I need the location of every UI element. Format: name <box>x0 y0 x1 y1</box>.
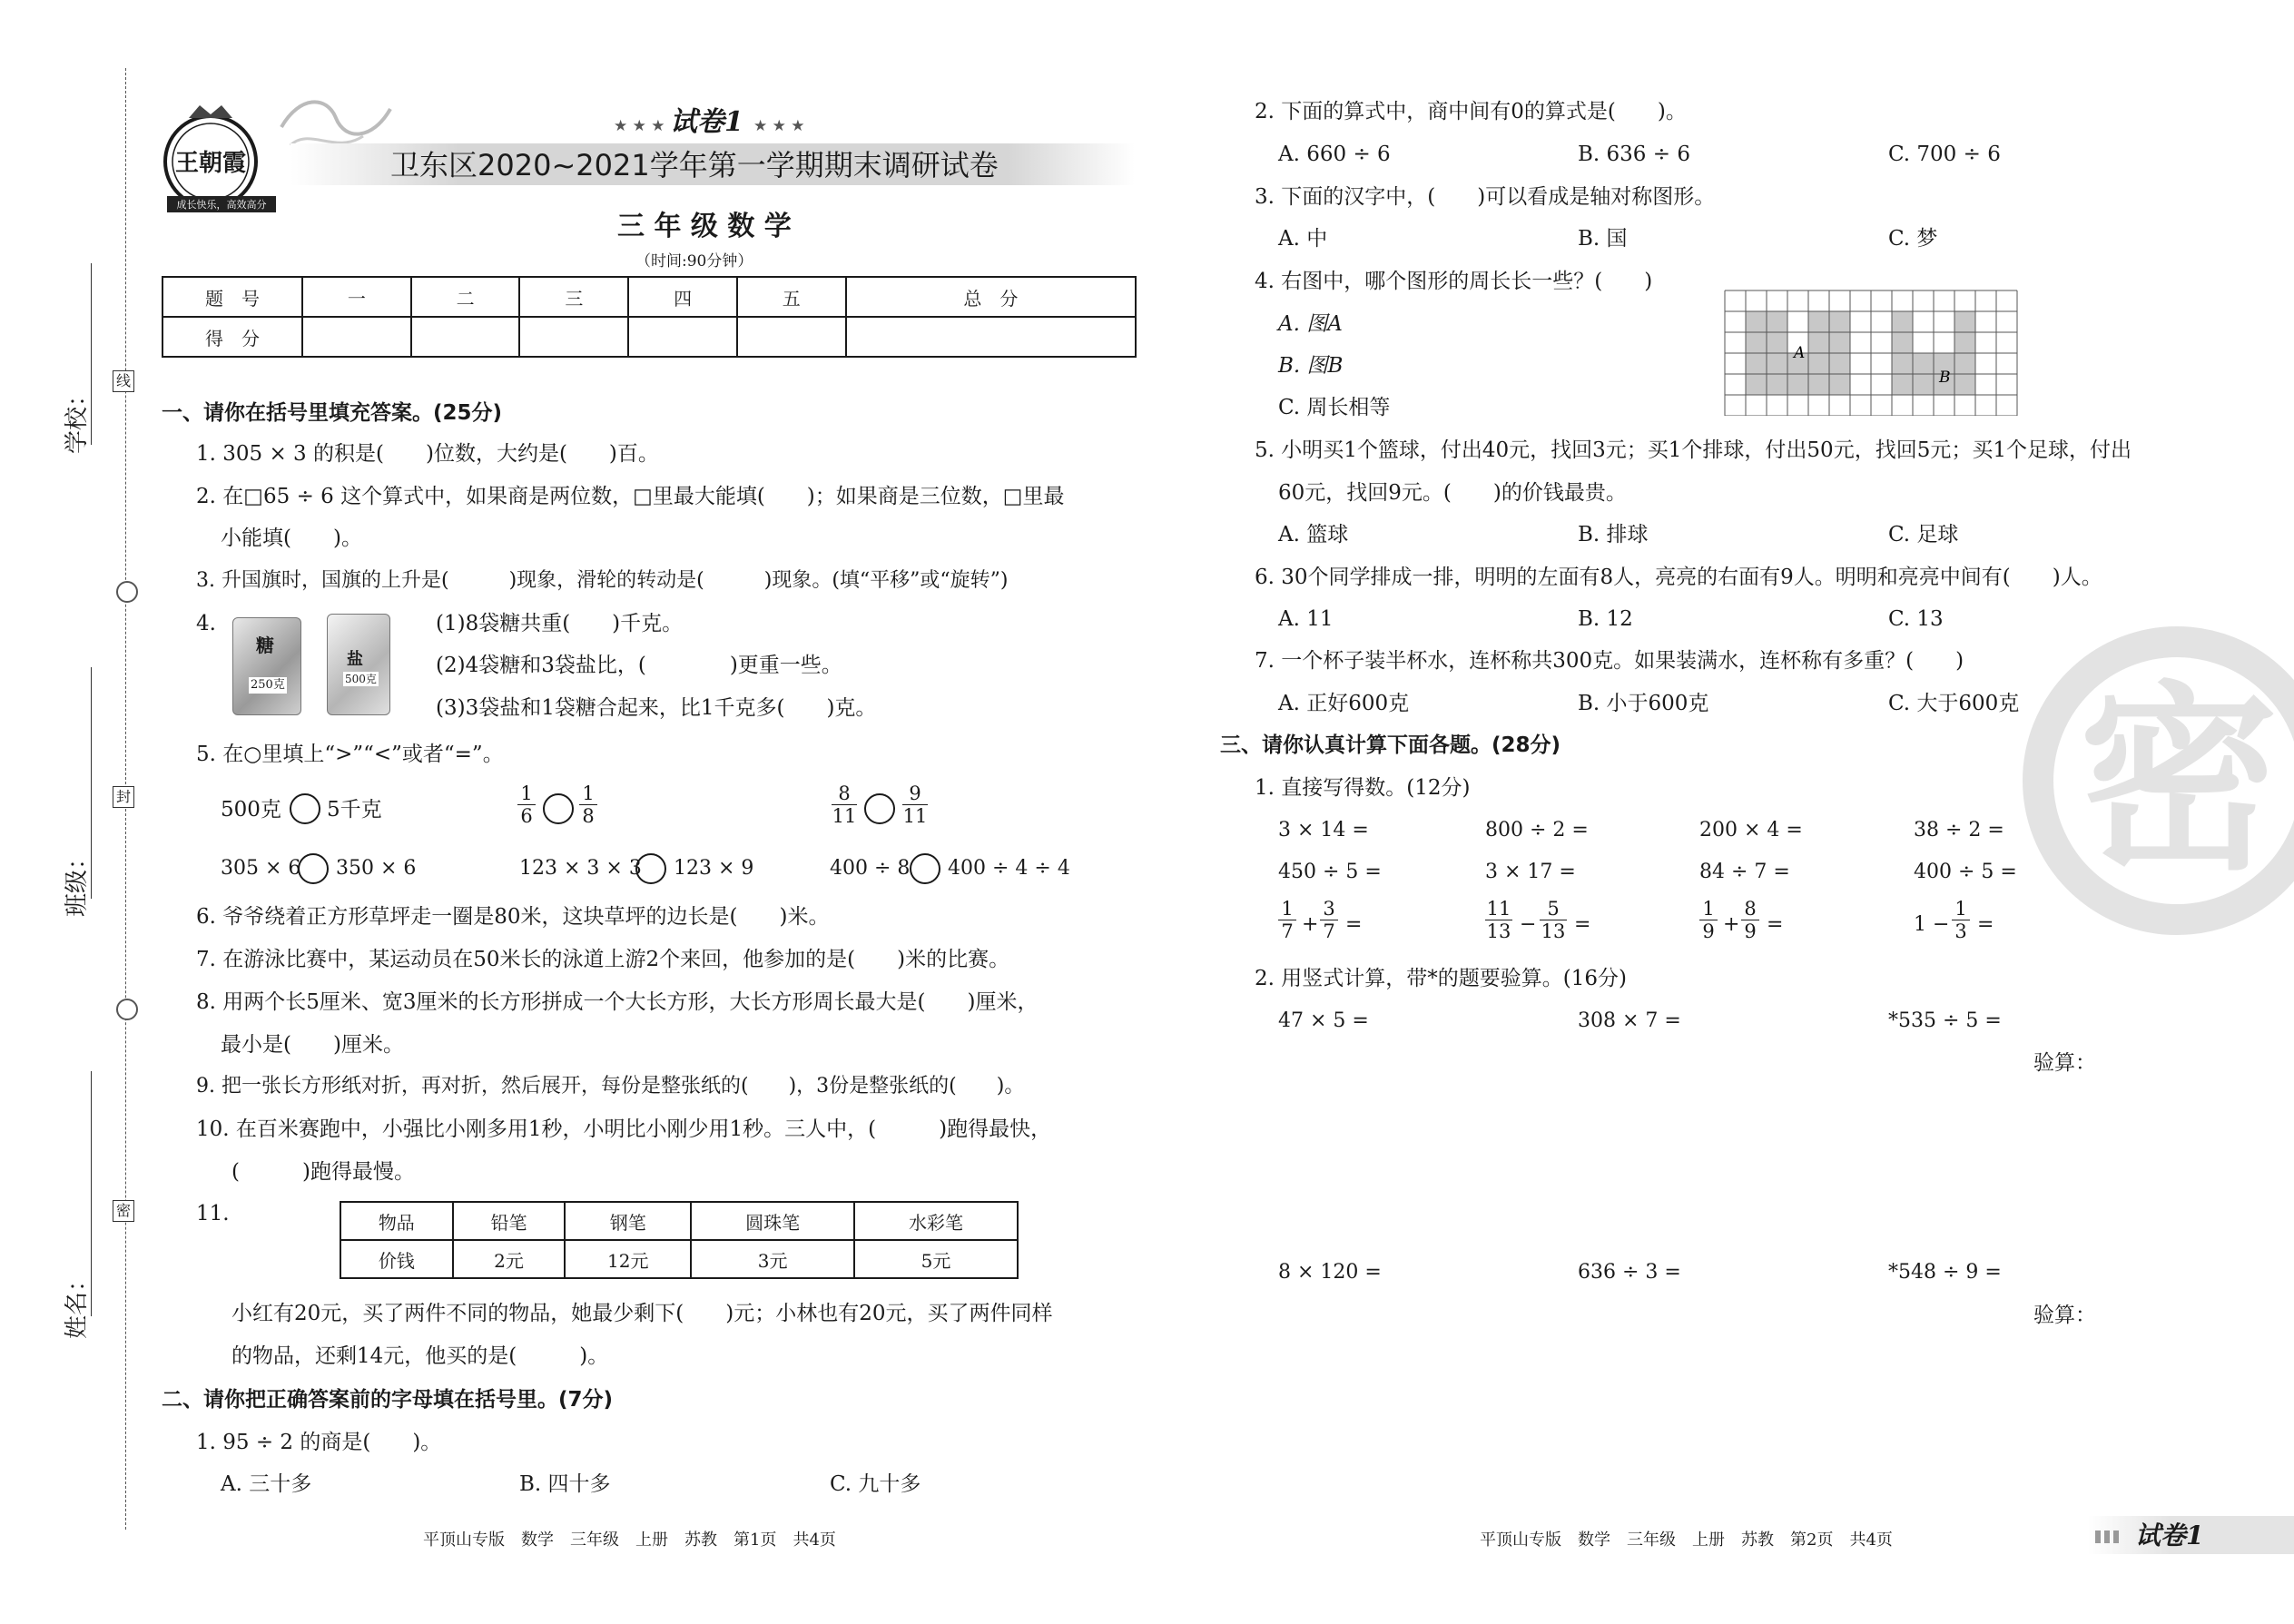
binding-ornament-2 <box>116 999 138 1020</box>
p2-q7-opt-b: B. 小于600克 <box>1578 692 1709 715</box>
p1-q2a: 2. 在□65 ÷ 6 这个算式中，如果商是两位数，□里最大能填( )；如果商是三位数，□里最 <box>196 485 1065 508</box>
grid-label-b: B <box>1939 369 1951 387</box>
score-header-cell: 三 <box>519 277 628 317</box>
p2-q4: 4. 右图中，哪个图形的周长长一些？( ) <box>1255 270 1653 293</box>
footer-right: 平顶山专版 数学 三年级 上册 苏教 第2页 共4页 <box>1480 1530 1893 1550</box>
score-header-cell: 一 <box>302 277 411 317</box>
frac-op: + <box>1302 913 1319 936</box>
price-table-cell: 钢笔 <box>565 1202 691 1240</box>
price-table-cell: 5元 <box>854 1240 1018 1278</box>
binding-class-label: 班级： <box>64 845 91 917</box>
calc-item: 200 × 4 = <box>1699 819 1803 842</box>
check-label: 验算： <box>2033 1051 2096 1075</box>
vertical-calc-item: *548 ÷ 9 = <box>1888 1261 2002 1284</box>
vertical-calc-item: 47 × 5 = <box>1278 1009 1369 1032</box>
p2-q7-opt-a: A. 正好600克 <box>1278 692 1410 715</box>
paper-label: 试卷1 <box>670 106 743 138</box>
compare-circle[interactable] <box>298 853 329 884</box>
stars-right: ★ ★ ★ <box>753 117 805 135</box>
grid-shaded-cell <box>1746 332 1767 353</box>
grid-shaded-cell <box>1892 353 1913 374</box>
p2-q7: 7. 一个杯子装半杯水，连杯称共300克。如果装满水，连杯称有多重？( ) <box>1255 649 1964 673</box>
calc-item: 3 × 14 = <box>1278 819 1369 842</box>
fraction: 1 6 <box>517 783 536 826</box>
binding-mark-feng: 封 <box>113 786 134 808</box>
price-table-cell: 铅笔 <box>453 1202 566 1240</box>
q5-a-left: 500克 <box>221 798 281 822</box>
compare-circle[interactable] <box>543 793 574 824</box>
grid-shaded-cell <box>1829 374 1850 395</box>
grid-shaded-cell <box>1913 374 1934 395</box>
p2-q4-opt-b: B. 图B <box>1278 354 1344 378</box>
check-label: 验算： <box>2033 1304 2096 1327</box>
p2-q4-opt-a: A. 图A <box>1278 312 1343 336</box>
frac-lead: 1 − <box>1914 913 1950 936</box>
footer-tag-squares <box>2095 1530 2121 1543</box>
p2-q2-opt-b: B. 636 ÷ 6 <box>1578 143 1690 166</box>
sugar-bag-weight: 250克 <box>251 678 285 692</box>
p2-q3-opt-b: B. 国 <box>1578 227 1628 251</box>
sugar-bag-label: 糖 <box>256 635 274 656</box>
salt-bag-label: 盐 <box>347 650 363 669</box>
perimeter-grid <box>1723 289 2026 416</box>
binding-school-label: 学校： <box>64 382 91 454</box>
q5-e-right: 123 × 9 <box>674 857 754 880</box>
frac-op: − <box>1520 913 1537 936</box>
frac-eq: = <box>1767 913 1784 936</box>
binding-mark-xian: 线 <box>113 370 134 392</box>
score-input-cell[interactable] <box>411 317 520 357</box>
q5-f-right: 400 ÷ 4 ÷ 4 <box>948 857 1070 880</box>
grid-shaded-cell <box>1767 332 1787 353</box>
score-input-cell[interactable] <box>846 317 1136 357</box>
calc-item: 450 ÷ 5 = <box>1278 861 1382 883</box>
p2-q5-opt-c: C. 足球 <box>1888 523 1959 546</box>
p2-q1-opt-b: B. 四十多 <box>519 1472 611 1496</box>
q5-d-left: 305 × 6 <box>221 857 301 880</box>
grid-label-a: A <box>1794 344 1806 362</box>
grid-shaded-cell <box>1746 311 1767 332</box>
fraction: 9 11 <box>902 782 928 827</box>
stars-left: ★ ★ ★ <box>614 117 665 135</box>
fraction: 1 8 <box>579 783 597 826</box>
p1-q10b: ( )跑得最慢。 <box>231 1160 415 1184</box>
grid-shaded-cell <box>1954 332 1975 353</box>
fraction: 1 3 <box>1952 899 1970 941</box>
score-header-cell: 题 号 <box>162 277 302 317</box>
grid-shaded-cell <box>1892 374 1913 395</box>
binding-name-label: 姓名： <box>64 1267 91 1339</box>
binding-ornament-1 <box>116 581 138 603</box>
price-table-cell: 圆珠笔 <box>691 1202 854 1240</box>
p2-q6: 6. 30个同学排成一排，明明的左面有8人，亮亮的右面有9人。明明和亮亮中间有( )人。 <box>1255 566 2102 589</box>
binding-mark-mi: 密 <box>113 1200 134 1222</box>
fraction: 8 9 <box>1741 899 1759 941</box>
p1-q3: 3. 升国旗时，国旗的上升是( )现象，滑轮的转动是( )现象。(填“平移”或“旋转”) <box>196 569 1009 592</box>
vertical-calc-item: 308 × 7 = <box>1578 1009 1681 1032</box>
footer-left: 平顶山专版 数学 三年级 上册 苏教 第1页 共4页 <box>423 1530 836 1550</box>
compare-circle[interactable] <box>910 853 940 884</box>
price-table <box>340 1201 1019 1279</box>
frac-eq: = <box>1574 913 1591 936</box>
compare-circle[interactable] <box>635 853 666 884</box>
q5-e-left: 123 × 3 × 3 <box>519 857 642 880</box>
q5-a-right: 5千克 <box>327 798 382 822</box>
p1-q4-3: (3)3袋盐和1袋糖合起来，比1千克多( )克。 <box>436 696 877 720</box>
fraction: 11 13 <box>1486 898 1511 942</box>
p2-q3-opt-a: A. 中 <box>1278 227 1328 251</box>
fraction: 3 7 <box>1320 899 1338 941</box>
p2-q6-opt-c: C. 13 <box>1888 607 1944 631</box>
frac-op: + <box>1723 913 1740 936</box>
exam-time: （时间:90分钟） <box>635 252 753 271</box>
calc-item: 3 × 17 = <box>1485 861 1576 883</box>
p1-q10a: 10. 在百米赛跑中，小强比小刚多用1秒，小明比小刚少用1秒。三人中，( )跑得最快， <box>196 1117 1052 1141</box>
grid-shaded-cell <box>1808 353 1829 374</box>
grid-shaded-cell <box>1954 353 1975 374</box>
binding-class-line <box>91 667 92 899</box>
vertical-calc-item: 8 × 120 = <box>1278 1261 1382 1284</box>
fraction: 8 11 <box>832 782 857 827</box>
exam-title: 卫东区2020~2021学年第一学期期末调研试卷 <box>390 148 999 182</box>
score-input-cell[interactable] <box>737 317 846 357</box>
price-table-cell: 水彩笔 <box>854 1202 1018 1240</box>
score-table <box>162 276 1137 358</box>
p2-q4-opt-c: C. 周长相等 <box>1278 396 1391 419</box>
score-header-cell: 五 <box>737 277 846 317</box>
part3-title: 三、请你认真计算下面各题。(28分) <box>1220 733 1561 757</box>
p3-sub2: 2. 用竖式计算，带*的题要验算。(16分) <box>1255 967 1627 990</box>
q5-f-left: 400 ÷ 8 <box>830 857 911 880</box>
p1-q11b: 的物品，还剩14元，他买的是( )。 <box>231 1344 609 1368</box>
grid-shaded-cell <box>1954 311 1975 332</box>
frac-eq: = <box>1345 913 1363 936</box>
watermark-char: 密 <box>2079 664 2279 897</box>
p2-q5-opt-b: B. 排球 <box>1578 523 1649 546</box>
calc-item: 800 ÷ 2 = <box>1485 819 1589 842</box>
calc-item: 400 ÷ 5 = <box>1914 861 2017 883</box>
p2-q2: 2. 下面的算式中，商中间有0的算式是( )。 <box>1255 100 1687 123</box>
p2-q1-opt-a: A. 三十多 <box>221 1472 312 1496</box>
fraction: 1 9 <box>1699 899 1718 941</box>
part1-title: 一、请你在括号里填充答案。(25分) <box>162 401 503 425</box>
vertical-calc-item: *535 ÷ 5 = <box>1888 1009 2002 1032</box>
p1-q11a: 小红有20元，买了两件不同的物品，她最少剩下( )元；小林也有20元，买了两件同样 <box>231 1302 1053 1325</box>
score-input-cell[interactable] <box>628 317 737 357</box>
grid-shaded-cell <box>1829 311 1850 332</box>
grid-shaded-cell <box>1892 332 1913 353</box>
frac-eq: = <box>1977 913 1994 936</box>
p1-q1: 1. 305 × 3 的积是( )位数，大约是( )百。 <box>196 442 659 466</box>
grid-shaded-cell <box>1746 353 1767 374</box>
grid-shaded-cell <box>1808 374 1829 395</box>
p2-q2-opt-c: C. 700 ÷ 6 <box>1888 143 2001 166</box>
footer-tag: 试卷1 <box>2135 1521 2204 1550</box>
calc-item: 38 ÷ 2 = <box>1914 819 2004 842</box>
price-table-cell: 3元 <box>691 1240 854 1278</box>
logo-text: 王朝霞 <box>174 150 247 177</box>
price-table-cell: 2元 <box>453 1240 566 1278</box>
fraction: 5 13 <box>1541 898 1566 942</box>
vertical-calc-item: 636 ÷ 3 = <box>1578 1261 1681 1284</box>
p2-q2-opt-a: A. 660 ÷ 6 <box>1278 143 1391 166</box>
score-input-cell[interactable] <box>302 317 411 357</box>
p1-q9: 9. 把一张长方形纸对折，再对折，然后展开，每份是整张纸的( )，3份是整张纸的( )。 <box>196 1075 1025 1097</box>
grid-shaded-cell <box>1808 311 1829 332</box>
p1-q5: 5. 在○里填上“>”“<”或者“=”。 <box>196 743 504 766</box>
p2-q6-opt-b: B. 12 <box>1578 607 1633 631</box>
price-table-cell: 物品 <box>340 1202 453 1240</box>
fraction: 1 7 <box>1278 899 1296 941</box>
score-header-cell: 总 分 <box>846 277 1136 317</box>
grid-shaded-cell <box>1787 374 1808 395</box>
q5-d-right: 350 × 6 <box>336 857 417 880</box>
p1-q11-num: 11. <box>196 1202 230 1225</box>
score-input-cell[interactable] <box>519 317 628 357</box>
grid-shaded-cell <box>1767 311 1787 332</box>
p1-q7: 7. 在游泳比赛中，某运动员在50米长的泳道上游2个来回，他参加的是( )米的比赛。 <box>196 948 1010 971</box>
grid-shaded-cell <box>1767 353 1787 374</box>
compare-circle[interactable] <box>290 793 320 824</box>
p1-q8b: 最小是( )厘米。 <box>221 1033 404 1057</box>
grid-shaded-cell <box>1746 374 1767 395</box>
p1-q8a: 8. 用两个长5厘米、宽3厘米的长方形拼成一个大长方形，大长方形周长最大是( )厘米， <box>196 990 1039 1014</box>
grid-shaded-cell <box>1808 332 1829 353</box>
binding-name-line <box>91 1071 92 1316</box>
p2-q1-opt-c: C. 九十多 <box>830 1472 921 1496</box>
grid-shaded-cell <box>1892 311 1913 332</box>
p2-q3-opt-c: C. 梦 <box>1888 227 1938 251</box>
p1-q2b: 小能填( )。 <box>221 527 362 550</box>
grid-shaded-cell <box>1767 374 1787 395</box>
grid-shaded-cell <box>1829 332 1850 353</box>
binding-school-line <box>91 263 92 445</box>
score-header-cell: 二 <box>411 277 520 317</box>
compare-circle[interactable] <box>864 793 895 824</box>
p2-q1: 1. 95 ÷ 2 的商是( )。 <box>196 1431 442 1454</box>
grid-shaded-cell <box>1913 353 1934 374</box>
p2-q7-opt-c: C. 大于600克 <box>1888 692 2020 715</box>
price-table-cell: 12元 <box>565 1240 691 1278</box>
grid-shaded-cell <box>1829 353 1850 374</box>
p2-q3: 3. 下面的汉字中，( )可以看成是轴对称图形。 <box>1255 185 1716 209</box>
p1-q6: 6. 爷爷绕着正方形草坪走一圈是80米，这块草坪的边长是( )米。 <box>196 905 830 929</box>
logo-slogan: 成长快乐，高效高分 <box>176 199 267 211</box>
p2-q5-opt-a: A. 篮球 <box>1278 523 1349 546</box>
p2-q6-opt-a: A. 11 <box>1278 607 1334 631</box>
calc-item: 84 ÷ 7 = <box>1699 861 1790 883</box>
p2-q5b: 60元，找回9元。( )的价钱最贵。 <box>1278 481 1627 505</box>
p2-q5a: 5. 小明买1个篮球，付出40元，找回3元；买1个排球，付出50元，找回5元；买1个足球，付出 <box>1255 438 2132 462</box>
p1-q4-1: (1)8袋糖共重( )千克。 <box>436 612 684 635</box>
salt-bag-weight: 500克 <box>345 673 377 685</box>
score-label-cell: 得 分 <box>162 317 302 357</box>
p1-q4-2: (2)4袋糖和3袋盐比，( )更重一些。 <box>436 654 842 677</box>
part2-title: 二、请你把正确答案前的字母填在括号里。(7分) <box>162 1388 614 1412</box>
exam-subject: 三 年 级 数 学 <box>617 211 792 242</box>
score-header-cell: 四 <box>628 277 737 317</box>
p3-sub1: 1. 直接写得数。(12分) <box>1255 776 1471 800</box>
p1-q4-num: 4. <box>196 612 216 635</box>
price-table-cell: 价钱 <box>340 1240 453 1278</box>
grid-shaded-cell <box>1954 374 1975 395</box>
